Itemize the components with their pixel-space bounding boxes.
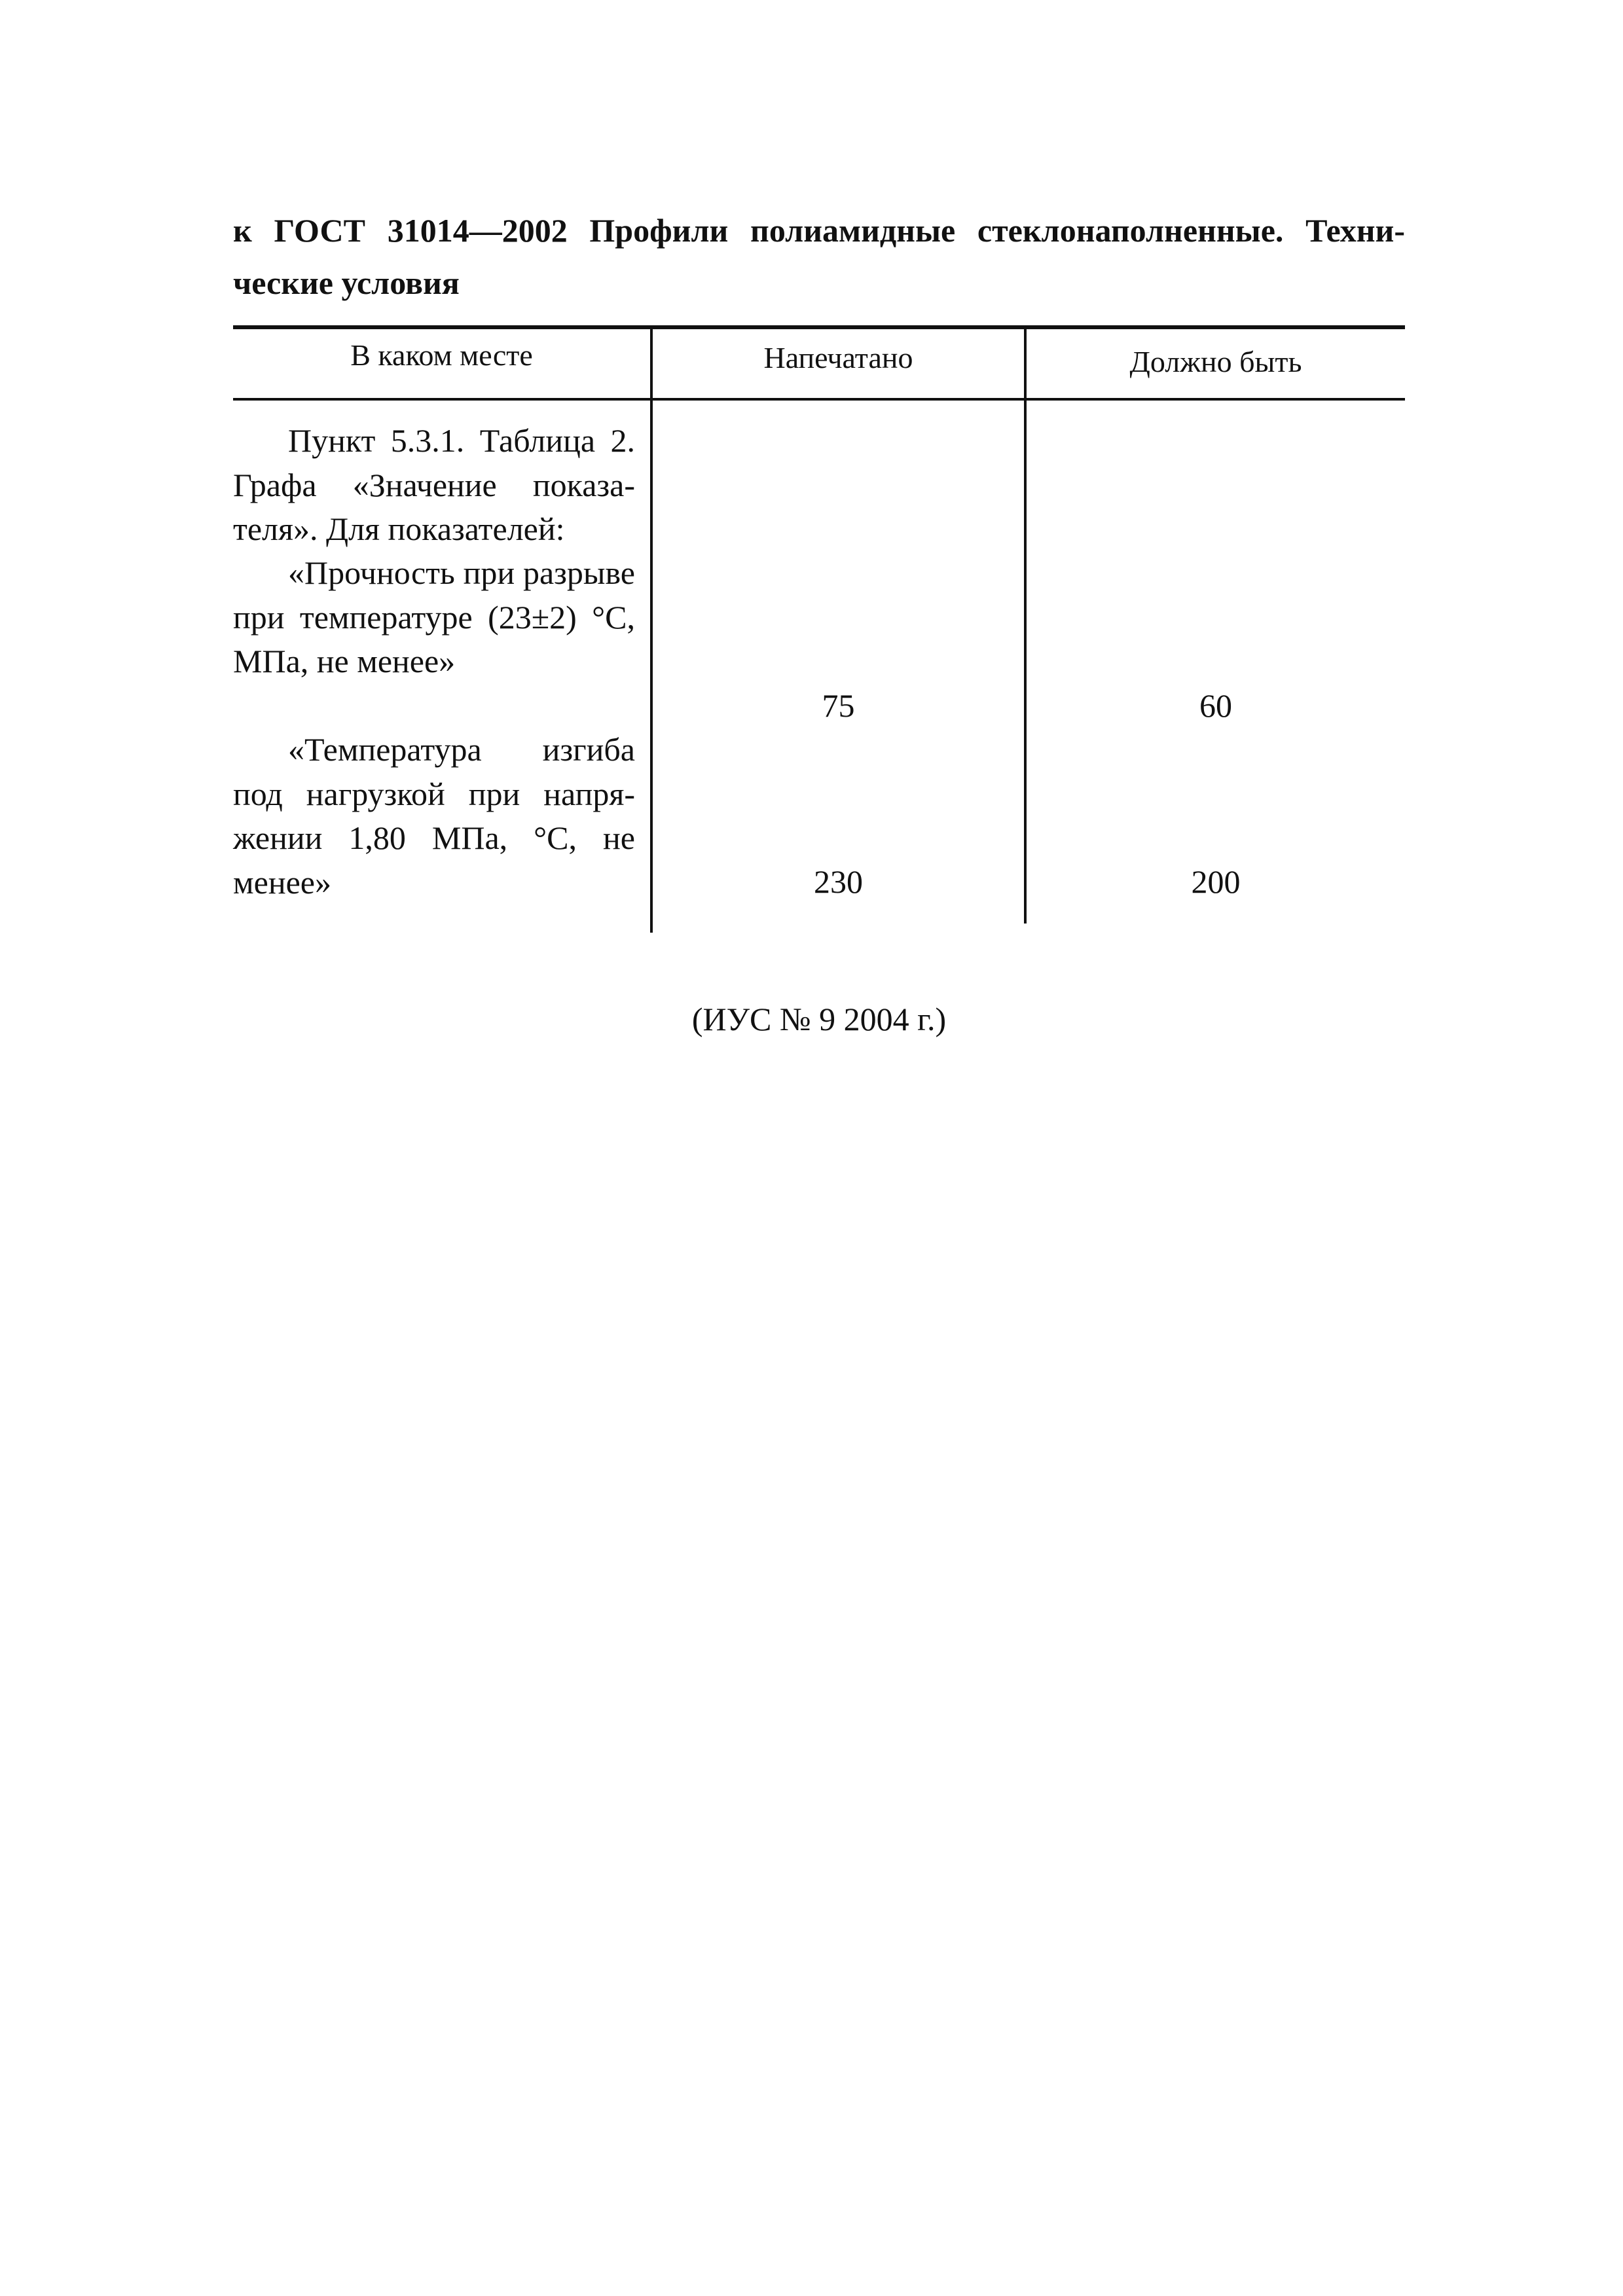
table-top-rule (233, 325, 1405, 329)
row-2-printed-value: 230 (814, 863, 863, 900)
header-should-be: Должно быть (1129, 345, 1302, 378)
row-1-location: «Прочность при разрыве при температуре (23±2) °С, МПа, не менее» (233, 554, 635, 679)
column-divider-1 (650, 329, 653, 933)
source-footnote: (ИУС № 9 2004 г.) (691, 1001, 947, 1037)
row-1-should-be-value: 60 (1199, 687, 1232, 724)
column-divider-2 (1024, 329, 1027, 924)
amendment-heading: к ГОСТ 31014—2002 Профили полиамидные стеклонаполненные. Технические условия (233, 212, 1405, 301)
location-intro: Пункт 5.3.1. Таблица 2. Графа «Значение показателя». Для показателей: (233, 422, 635, 547)
row-1-printed-value: 75 (822, 687, 855, 724)
header-location: В каком месте (350, 338, 533, 372)
row-2-should-be-value: 200 (1191, 863, 1241, 900)
table-header-rule (233, 398, 1405, 401)
row-2-location: «Температура изгиба под нагрузкой при напряжении 1,80 МПа, °С, не менее» (233, 731, 635, 901)
header-printed: Напечатано (763, 341, 913, 374)
